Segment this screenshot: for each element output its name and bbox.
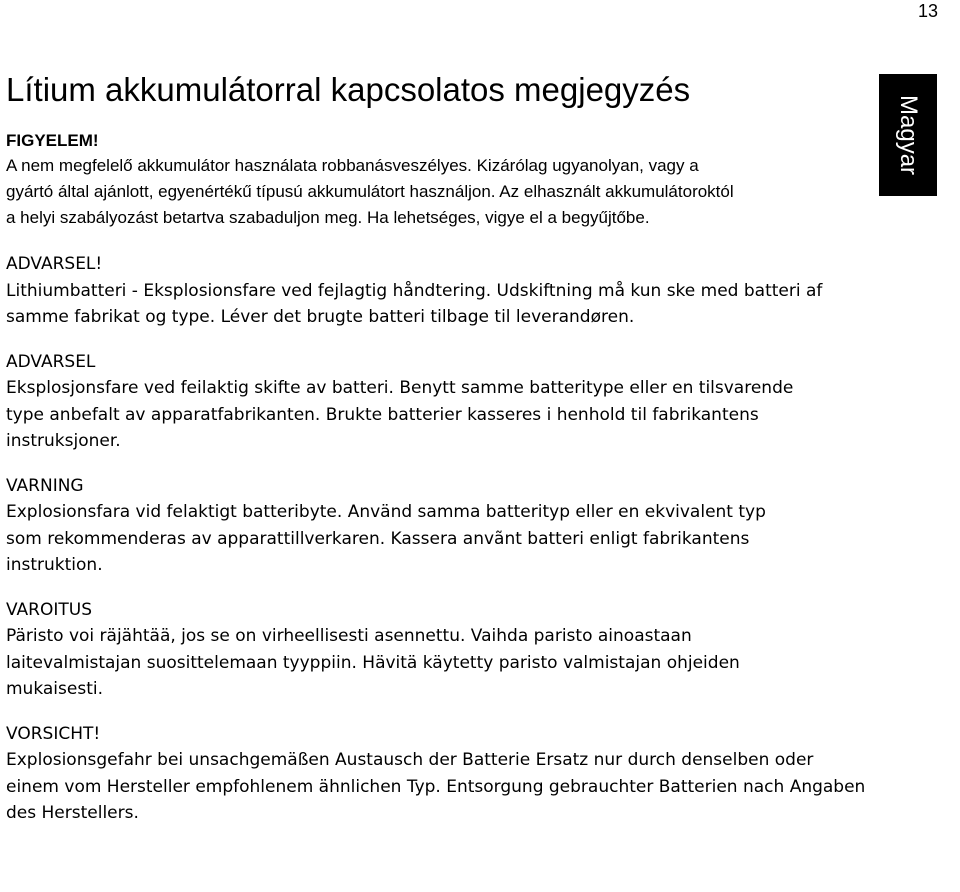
language-tab-label: Magyar [895,94,922,176]
document-body [6,129,866,827]
warning-section-german [6,721,866,827]
warning-text: A nem megfelelő akkumulátor használata robbanásveszélyes. Kizárólag ugyanolyan, vagy a gyártó által ajánlott, egyenértékű típusú akkumulátort használjon. Az elhasznált akkumulátoroktól a helyi szabályozást betartva szabaduljon meg. Ha lehetséges, vigye el a begyűjtőbe. [6,156,734,227]
warning-section-swedish [6,473,866,579]
warning-heading: ADVARSEL! [6,254,103,274]
warning-section-hungarian [6,129,866,231]
warning-section-finnish [6,597,866,703]
warning-section-danish [6,251,866,331]
warning-heading: FIGYELEM! [6,131,99,150]
warning-heading: VARNING [6,475,84,496]
warning-text: Päristo voi räjähtää, jos se on virheellisesti asennettu. Vaihda paristo ainoastaan laitevalmistajan suosittelemaan tyyppiin. Hävitä käytetty paristo valmistajan ohjeiden mukaisesti. [6,626,740,699]
warning-heading: VAROITUS [6,599,92,620]
warning-text: Eksplosjonsfare ved feilaktig skifte av batteri. Benytt samme batteritype eller en tilsvarende type anbefalt av apparatfabrikanten. Brukte batterier kasseres i henhold til fabrikantens instruksjoner. [6,378,794,451]
warning-heading: ADVARSEL [6,351,96,372]
warning-text: Lithiumbatteri - Eksplosionsfare ved fejlagtig håndtering. Udskiftning må kun ske med batteri af samme fabrikat og type. Léver det brugte batteri tilbage til leverandøren. [6,280,823,327]
language-tab [879,74,937,196]
warning-section-norwegian [6,349,866,455]
page-number: 13 [917,1,938,21]
warning-text: Explosionsgefahr bei unsachgemäßen Austausch der Batterie Ersatz nur durch denselben oder einem vom Hersteller empfohlenem ähnlichen Typ. Entsorgung gebrauchter Batterien nach Angaben des Herstellers. [6,750,866,823]
warning-text: Explosionsfara vid felaktigt batteribyte. Använd samma batterityp eller en ekvivalent typ som rekommenderas av apparattillverkaren. Kassera anvãnt batteri enligt fabrikantens instruktion. [6,502,766,575]
warning-heading: VORSICHT! [6,723,101,744]
page-title: Lítium akkumulátorral kapcsolatos megjegyzés [6,71,691,108]
